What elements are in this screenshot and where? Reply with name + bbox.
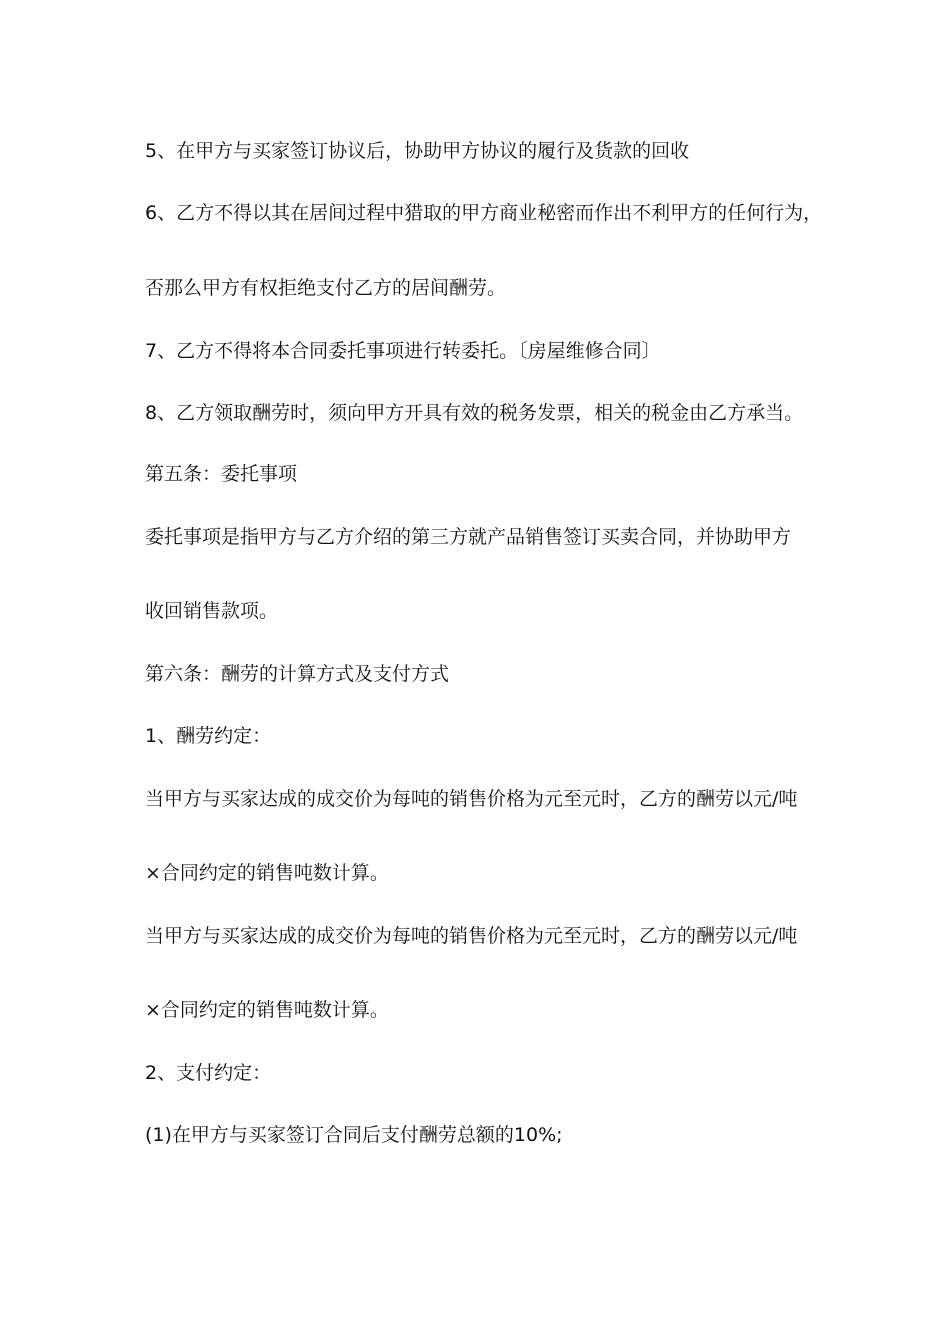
remuneration-agreement-heading: 1、酬劳约定： xyxy=(145,725,272,747)
article-5-body-line-2: 收回销售款项。 xyxy=(145,600,279,622)
article-5-body-line-1: 委托事项是指甲方与乙方介绍的第三方就产品销售签订买卖合同，并协助甲方 xyxy=(145,526,792,548)
payment-term-1-line: (1)在甲方与买家签订合同后支付酬劳总额的10%; xyxy=(145,1124,563,1146)
clause-7-line: 7、乙方不得将本合同委托事项进行转委托。〔房屋维修合同〕 xyxy=(145,340,661,362)
article-6-heading: 第六条：酬劳的计算方式及支付方式 xyxy=(145,663,450,685)
remuneration-rule-2-line-2: ×合同约定的销售吨数计算。 xyxy=(145,999,389,1021)
clause-6-line-1: 6、乙方不得以其在居间过程中猎取的甲方商业秘密而作出不利甲方的任何行为， xyxy=(145,202,823,224)
clause-5-line: 5、在甲方与买家签订协议后，协助甲方协议的履行及货款的回收 xyxy=(145,140,690,162)
article-5-heading: 第五条：委托事项 xyxy=(145,463,298,485)
remuneration-rule-1-line-2: ×合同约定的销售吨数计算。 xyxy=(145,862,389,884)
clause-8-line: 8、乙方领取酬劳时，须向甲方开具有效的税务发票，相关的税金由乙方承当。 xyxy=(145,402,804,424)
remuneration-rule-2-line-1: 当甲方与买家达成的成交价为每吨的销售价格为元至元时，乙方的酬劳以元/吨 xyxy=(145,925,798,947)
clause-6-line-2: 否那么甲方有权拒绝支付乙方的居间酬劳。 xyxy=(145,277,507,299)
payment-agreement-heading: 2、支付约定： xyxy=(145,1062,272,1084)
remuneration-rule-1-line-1: 当甲方与买家达成的成交价为每吨的销售价格为元至元时，乙方的酬劳以元/吨 xyxy=(145,788,798,810)
